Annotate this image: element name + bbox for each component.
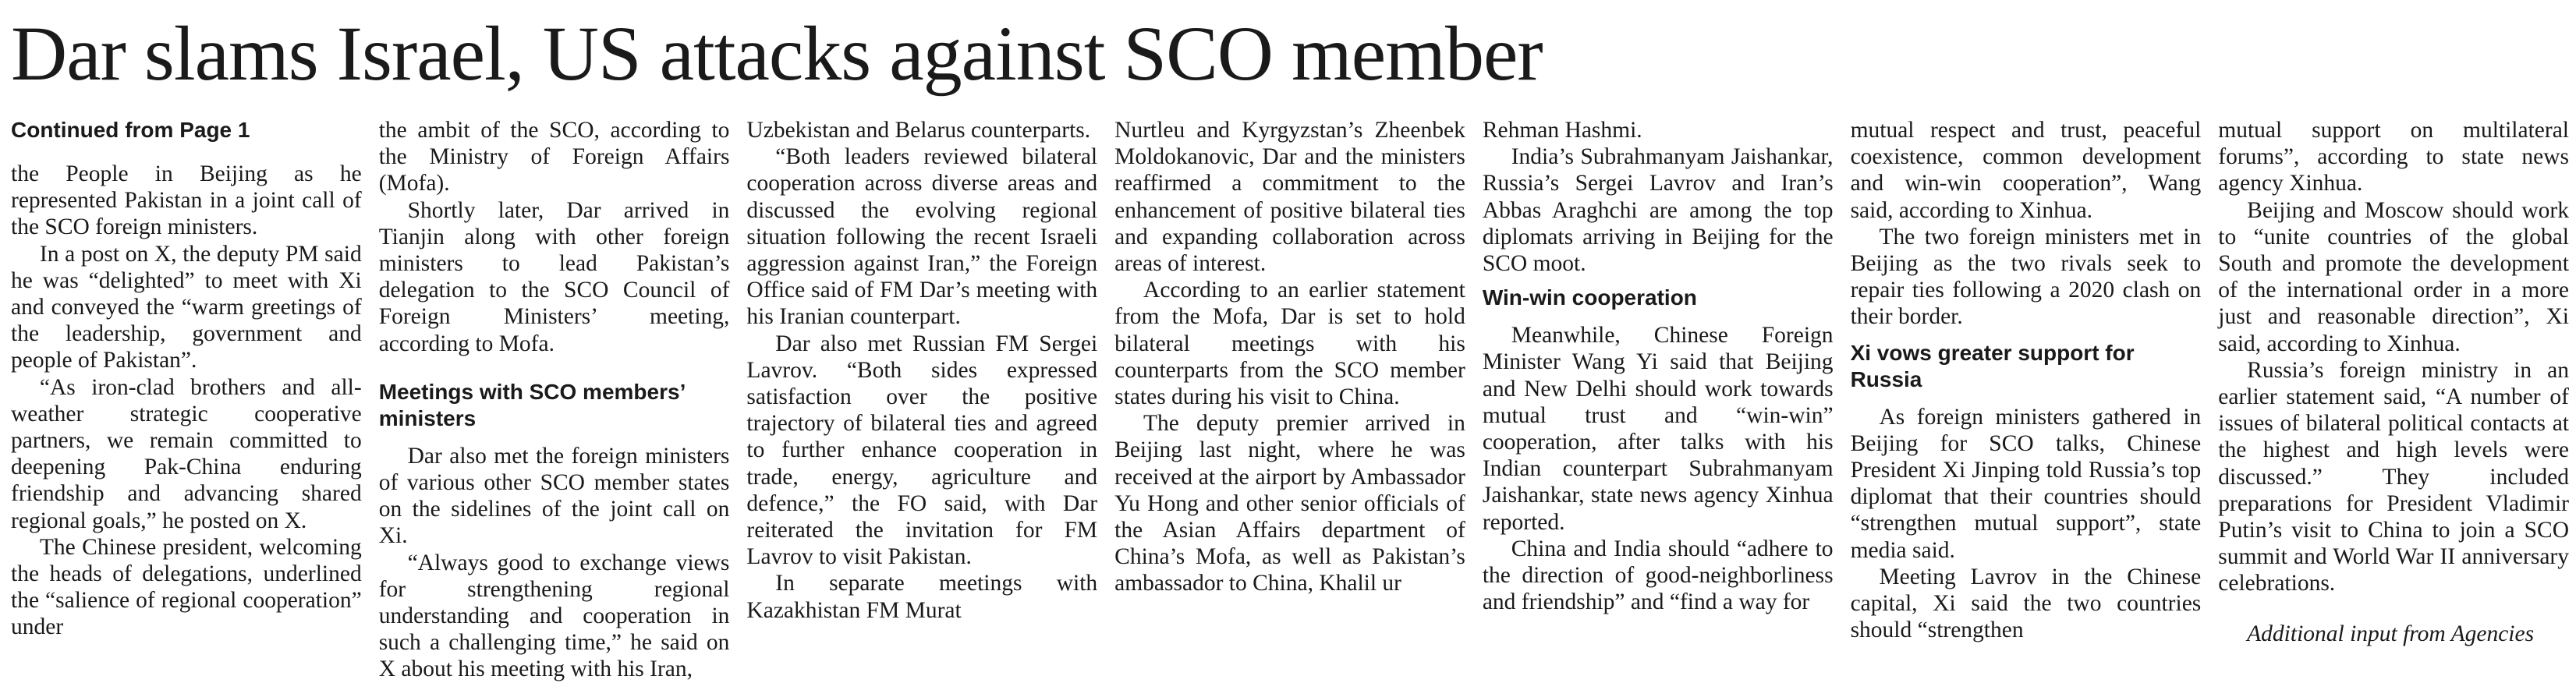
paragraph: Nurtleu and Kyrgyzstan’s Zheenbek Moldokanovic, Dar and the ministers reaffirmed a commitment to the enhancement of positive bilateral ties and expanding collaboration across areas of interest. [1114,118,1465,277]
paragraph: mutual support on multilateral forums”, according to state news agency Xinhua. [2218,118,2569,196]
paragraph: The Chinese president, welcoming the heads of delegations, underlined the “salience of regional cooperation” under [11,534,362,640]
paragraph: As foreign ministers gathered in Beijing for SCO talks, Chinese President Xi Jinping told Russia’s top diplomat that their countries should “strengthen mutual support”, state media said. [1850,404,2202,563]
paragraph: Dar also met the foreign ministers of various other SCO member states on the sidelines of the joint call on Xi. [378,443,730,549]
paragraph: In a post on X, the deputy PM said he was “delighted” to meet with Xi and conveyed the “warm greetings of the leadership, government and people of Pakistan”. [11,241,362,373]
column-2 [379,117,730,683]
column-4 [1114,117,1465,683]
paragraph: Meeting Lavrov in the Chinese capital, Xi said the two countries should “strengthen [1850,564,2202,643]
paragraph: China and India should “adhere to the direction of good-neighborliness and friendship” and “find a way for [1482,536,1834,615]
paragraph: The deputy premier arrived in Beijing last night, where he was received at the airport by Ambassador Yu Hong and other senior officials of the Asian Affairs department of China’s Mofa, as well as Pakistan’s ambassador to China, Khalil ur [1114,411,1465,596]
continued-label: Continued from Page 1 [11,118,250,142]
source-credit: Additional input from Agencies [2247,621,2535,646]
paragraph: In separate meetings with Kazakhistan FM Murat [746,571,1098,623]
column-1 [11,117,362,683]
paragraph: the People in Beijing as he represented Pakistan in a joint call of the SCO foreign ministers. [11,161,362,240]
column-3 [746,117,1097,683]
column-7 [2218,117,2569,683]
paragraph: According to an earlier statement from the Mofa, Dar is set to hold bilateral meetings with his counterparts from the SCO member states during his visit to China. [1114,278,1465,410]
paragraph: mutual respect and trust, peaceful coexistence, common development and win-win cooperation”, Wang said, according to Xinhua. [1850,118,2202,223]
column-6 [1851,117,2202,683]
paragraph: Rehman Hashmi. [1482,118,1642,143]
paragraph: Russia’s foreign ministry in an earlier statement said, “A number of issues of bilateral political contacts at the highest and high levels were discussed.” They included preparations for President Vladimir Putin’s visit to China to join a SCO summit and World War II anniversary celebrations. [2218,357,2569,596]
paragraph: Meanwhile, Chinese Foreign Minister Wang Yi said that Beijing and New Delhi should work towards mutual trust and “win-win” cooperation, after talks with his Indian counterpart Subrahmanyam Jaishankar, state news agency Xinhua reported. [1482,323,1834,535]
subheading: Meetings with SCO members’ ministers [378,379,685,430]
article-columns [11,117,2569,682]
subheading: Xi vows greater support for Russia [1850,340,2135,391]
paragraph: Dar also met Russian FM Sergei Lavrov. “Both sides expressed satisfaction over the positive trajectory of bilateral ties and agreed to further enhance cooperation in trade, energy, agriculture and defence,” the FO said, with Dar reiterated the invitation for FM Lavrov to visit Pakistan. [746,331,1098,570]
headline: Dar slams Israel, US attacks against SCO member [11,10,1543,97]
paragraph: “Both leaders reviewed bilateral cooperation across diverse areas and discussed the evolving regional situation following the recent Israeli aggression against Iran,” the Foreign Office said of FM Dar’s meeting with his Iranian counterpart. [746,144,1098,330]
subheading: Win-win cooperation [1482,285,1697,310]
paragraph: Beijing and Moscow should work to “unite countries of the global South and promote the development of the international order in a more just and reasonable direction”, Xi said, according to Xinhua. [2218,197,2569,356]
paragraph: “As iron-clad brothers and all-weather strategic cooperative partners, we remain committed to deepening Pak-China enduring friendship and advancing shared regional goals,” he posted on X. [11,374,362,533]
paragraph: India’s Subrahmanyam Jaishankar, Russia’s Sergei Lavrov and Iran’s Abbas Araghchi are among the top diplomats arriving in Beijing for the SCO moot. [1482,144,1834,277]
paragraph: the ambit of the SCO, according to the Ministry of Foreign Affairs (Mofa). [378,118,730,196]
paragraph: Uzbekistan and Belarus counterparts. [746,118,1091,143]
paragraph: “Always good to exchange views for strengthening regional understanding and cooperation in such a challenging time,” he said on X about his meeting with his Iran, [378,550,730,682]
column-5 [1483,117,1834,683]
paragraph: The two foreign ministers met in Beijing as the two rivals seek to repair ties following a 2020 clash on their border. [1850,224,2202,330]
paragraph: Shortly later, Dar arrived in Tianjin along with other foreign ministers to lead Pakistan’s delegation to the SCO Council of Foreign Ministers’ meeting, according to Mofa. [378,197,730,356]
